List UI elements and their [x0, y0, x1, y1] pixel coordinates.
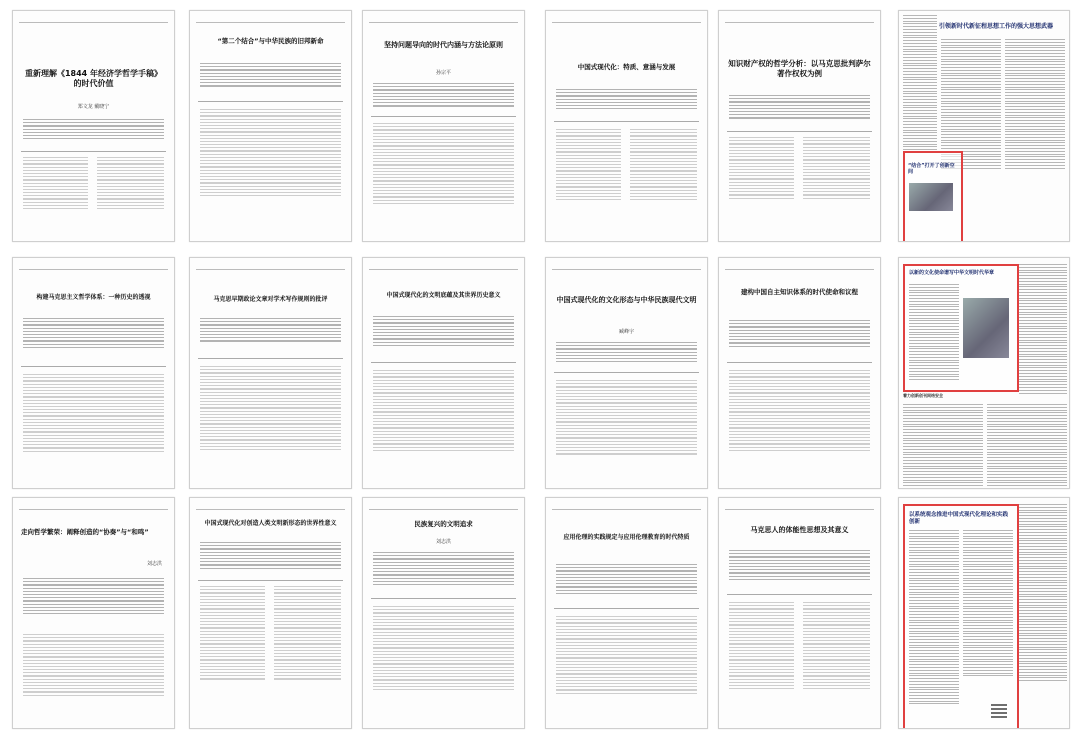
page-title: 马克思人的体能性思想及其意义	[750, 526, 849, 534]
newspaper-page-3[interactable]	[898, 497, 1070, 729]
journal-page-1[interactable]	[12, 10, 175, 242]
highlight-box: “结合”打开了创新空间	[903, 151, 963, 242]
newspaper-page-2[interactable]: 以新的文化使命谱写中华文明时代华章 着力创新创刊网络安全	[898, 257, 1070, 489]
page-author: 孙宗平	[435, 70, 451, 76]
page-title: 中国式现代化的文化形态与中华民族现代文明	[556, 296, 697, 304]
journal-page-2[interactable]	[189, 10, 352, 242]
page-title: 应用伦理的实践规定与应用伦理教育的时代特质	[563, 534, 690, 541]
journal-page-9[interactable]	[545, 257, 708, 489]
highlight-box: 以新的文化使命谱写中华文明时代华章	[903, 264, 1019, 392]
article-photo	[909, 183, 953, 211]
qr-code-icon	[991, 702, 1007, 718]
article-photo	[963, 298, 1009, 358]
highlight-box: 以系统观念推进中国式现代化理论和实践创新	[903, 504, 1019, 729]
page-title: 马克思早期政论文章对学术写作规则的批评	[213, 296, 328, 303]
journal-page-7[interactable]	[189, 257, 352, 489]
page-author: 郑文龙 戴晓宁	[77, 104, 110, 110]
page-title: “第二个结合”与中华民族的旧邦新命	[217, 37, 324, 45]
journal-page-5[interactable]	[718, 10, 881, 242]
page-title: 中国式现代化：特质、意涵与发展	[577, 63, 676, 71]
journal-page-11[interactable]	[12, 497, 175, 729]
journal-page-12[interactable]	[189, 497, 352, 729]
journal-page-3[interactable]	[362, 10, 525, 242]
page-author: 刘志洪	[435, 539, 451, 545]
newspaper-page-1[interactable]	[898, 10, 1070, 242]
journal-page-15[interactable]	[718, 497, 881, 729]
journal-page-10[interactable]	[718, 257, 881, 489]
journal-page-6[interactable]	[12, 257, 175, 489]
page-title: 构建马克思主义哲学体系：一种历史的透视	[36, 294, 151, 301]
page-title: 坚持问题导向的时代内涵与方法论原则	[384, 41, 503, 49]
page-author: 臧峰宇	[618, 329, 634, 335]
page-title: 建构中国自主知识体系的时代使命和议程	[741, 288, 858, 296]
journal-page-14[interactable]	[545, 497, 708, 729]
journal-page-4[interactable]	[545, 10, 708, 242]
page-title: 中国式现代化的文明底蕴及其世界历史意义	[386, 292, 501, 299]
page-author: 刘志洪	[146, 561, 162, 567]
page-title: 中国式现代化对创造人类文明新形态的世界性意义	[204, 520, 337, 527]
page-title: 走向哲学繁荣：阐释创造的“协奏”与“和鸣”	[21, 528, 149, 536]
page-title: 知识财产权的哲学分析：以马克思批判萨尔著作权权为例	[728, 59, 871, 78]
journal-page-8[interactable]	[362, 257, 525, 489]
journal-page-13[interactable]	[362, 497, 525, 729]
news-headline: 引领新时代新征程思想工作的强大思想武器	[939, 23, 1054, 30]
page-title: 重新理解《1844 年经济学哲学手稿》的时代价值	[24, 69, 163, 89]
page-title: 民族复兴的文明追求	[414, 520, 473, 528]
